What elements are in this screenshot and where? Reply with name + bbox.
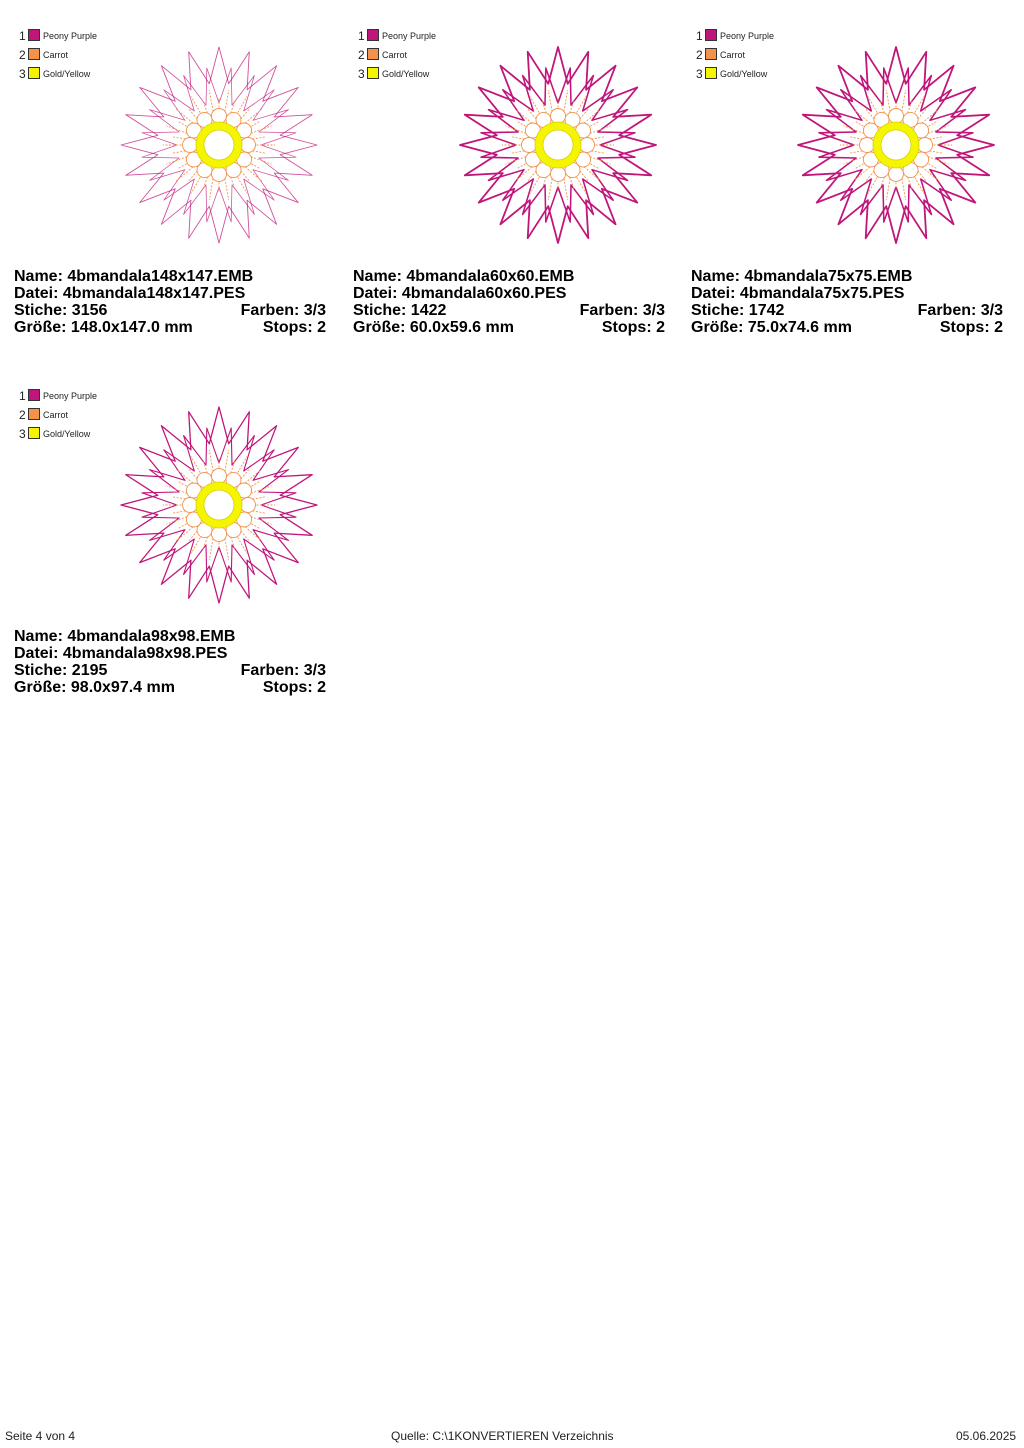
legend-number: 2	[696, 48, 703, 62]
legend-number: 3	[358, 67, 365, 81]
legend-label: Carrot	[382, 50, 408, 60]
design-info	[691, 268, 1003, 336]
legend-number: 3	[19, 427, 26, 441]
legend-item	[696, 66, 796, 85]
legend-item	[358, 28, 458, 47]
design-name: Name: 4bmandala60x60.EMB	[353, 268, 575, 285]
legend-label: Carrot	[720, 50, 746, 60]
design-info	[14, 628, 326, 696]
color-swatch	[705, 29, 717, 41]
color-legend	[696, 28, 796, 85]
design-file: Datei: 4bmandala98x98.PES	[14, 645, 228, 662]
legend-number: 2	[19, 408, 26, 422]
color-swatch	[28, 427, 40, 439]
color-swatch	[705, 48, 717, 60]
color-swatch	[367, 67, 379, 79]
stitch-count: Stiche: 1422	[353, 302, 447, 319]
design-card	[14, 0, 334, 336]
design-size: Größe: 148.0x147.0 mm	[14, 319, 193, 336]
page-number: Seite 4 von 4	[5, 1429, 76, 1443]
legend-number: 3	[696, 67, 703, 81]
legend-label: Gold/Yellow	[720, 69, 768, 79]
legend-label: Peony Purple	[43, 31, 98, 41]
design-name: Name: 4bmandala75x75.EMB	[691, 268, 913, 285]
mandala-flower-preview	[458, 40, 658, 250]
design-size: Größe: 98.0x97.4 mm	[14, 679, 175, 696]
design-name: Name: 4bmandala98x98.EMB	[14, 628, 236, 645]
color-legend	[19, 28, 119, 85]
legend-item	[358, 47, 458, 66]
design-name: Name: 4bmandala148x147.EMB	[14, 268, 254, 285]
color-legend	[358, 28, 458, 85]
legend-item	[19, 407, 119, 426]
legend-number: 3	[19, 67, 26, 81]
legend-label: Gold/Yellow	[43, 429, 91, 439]
color-count: Farben: 3/3	[579, 302, 665, 319]
legend-label: Carrot	[43, 50, 69, 60]
color-count: Farben: 3/3	[917, 302, 1003, 319]
legend-item	[696, 47, 796, 66]
design-info	[353, 268, 665, 336]
design-info	[14, 268, 326, 336]
legend-number: 2	[358, 48, 365, 62]
legend-label: Peony Purple	[382, 31, 437, 41]
mandala-flower-preview	[119, 400, 319, 610]
legend-item	[358, 66, 458, 85]
legend-number: 1	[19, 29, 26, 43]
design-card	[691, 0, 1011, 336]
legend-number: 1	[696, 29, 703, 43]
legend-item	[696, 28, 796, 47]
color-swatch	[28, 389, 40, 401]
stop-count: Stops: 2	[262, 679, 326, 696]
legend-item	[19, 388, 119, 407]
design-card	[353, 0, 673, 336]
legend-label: Peony Purple	[720, 31, 775, 41]
legend-number: 1	[19, 389, 26, 403]
color-swatch	[28, 408, 40, 420]
color-swatch	[705, 67, 717, 79]
legend-number: 2	[19, 48, 26, 62]
stitch-count: Stiche: 1742	[691, 302, 785, 319]
design-size: Größe: 75.0x74.6 mm	[691, 319, 852, 336]
color-swatch	[28, 48, 40, 60]
design-file: Datei: 4bmandala60x60.PES	[353, 285, 567, 302]
design-size: Größe: 60.0x59.6 mm	[353, 319, 514, 336]
stitch-count: Stiche: 2195	[14, 662, 108, 679]
legend-item	[19, 66, 119, 85]
legend-label: Gold/Yellow	[382, 69, 430, 79]
color-swatch	[367, 29, 379, 41]
legend-item	[19, 47, 119, 66]
design-card	[14, 360, 334, 696]
legend-number: 1	[358, 29, 365, 43]
design-file: Datei: 4bmandala148x147.PES	[14, 285, 246, 302]
color-legend	[19, 388, 119, 445]
legend-label: Carrot	[43, 410, 69, 420]
color-swatch	[28, 67, 40, 79]
mandala-flower-preview	[119, 40, 319, 250]
color-swatch	[367, 48, 379, 60]
stitch-count: Stiche: 3156	[14, 302, 108, 319]
legend-item	[19, 426, 119, 445]
color-count: Farben: 3/3	[240, 302, 326, 319]
stop-count: Stops: 2	[262, 319, 326, 336]
stop-count: Stops: 2	[601, 319, 665, 336]
color-count: Farben: 3/3	[240, 662, 326, 679]
legend-item	[19, 28, 119, 47]
print-date: 05.06.2025	[956, 1429, 1017, 1443]
design-file: Datei: 4bmandala75x75.PES	[691, 285, 905, 302]
source-path: Quelle: C:\1KONVERTIEREN Verzeichnis	[391, 1429, 614, 1443]
legend-label: Peony Purple	[43, 391, 98, 401]
mandala-flower-preview	[796, 40, 996, 250]
color-swatch	[28, 29, 40, 41]
legend-label: Gold/Yellow	[43, 69, 91, 79]
stop-count: Stops: 2	[939, 319, 1003, 336]
